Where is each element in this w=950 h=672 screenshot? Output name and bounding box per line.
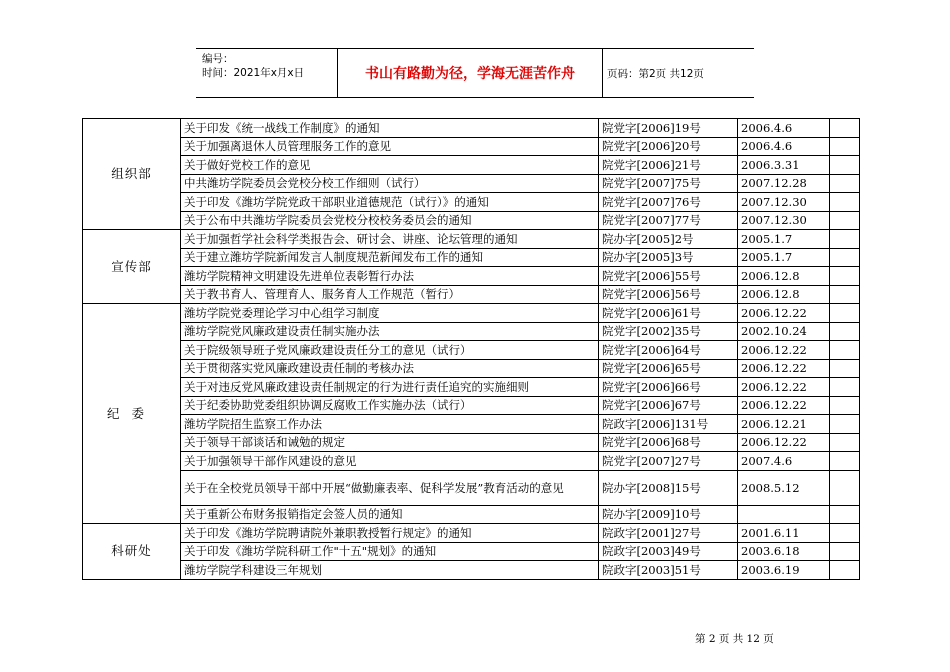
document-title-cell: 潍坊学院学科建设三年规划 [181,561,599,580]
table-row [83,137,860,156]
document-title-cell: 关于印发《潍坊学院党政干部职业道德规范（试行）》的通知 [181,193,599,212]
table-row [83,378,860,397]
remarks-cell [830,156,860,175]
document-number-cell: 院党字[2006]64号 [599,341,738,360]
table-row [83,248,860,267]
header-number: 编号： [202,53,234,65]
document-title-cell: 潍坊学院招生监察工作办法 [181,415,599,434]
department-cell: 组织部 [83,119,181,230]
document-number-cell: 院政字[2003]49号 [599,542,738,561]
issue-date-cell [738,505,830,524]
issue-date-cell: 2006.12.22 [738,341,830,360]
issue-date-cell: 2005.1.7 [738,248,830,267]
document-title-cell: 潍坊学院精神文明建设先进单位表彰暂行办法 [181,267,599,286]
document-register-table [82,118,860,580]
remarks-cell [830,230,860,249]
remarks-cell [830,285,860,304]
document-number-cell: 院党字[2007]76号 [599,193,738,212]
header-motto: 书山有路勤为径，学海无涯苦作舟 [338,49,603,97]
header-page-code: 页码：第2页 共12页 [607,67,704,80]
table-row [83,396,860,415]
table-row [83,433,860,452]
issue-date-cell: 2006.12.22 [738,396,830,415]
page-header [196,48,754,98]
document-number-cell: 院党字[2006]66号 [599,378,738,397]
document-number-cell: 院党字[2007]75号 [599,174,738,193]
document-title-cell: 关于领导干部谈话和诫勉的规定 [181,433,599,452]
document-number-cell: 院党字[2006]55号 [599,267,738,286]
document-title-cell: 关于印发《统一战线工作制度》的通知 [181,119,599,138]
remarks-cell [830,193,860,212]
document-number-cell: 院党字[2006]67号 [599,396,738,415]
document-number-cell: 院办字[2009]10号 [599,505,738,524]
table-row [83,285,860,304]
department-cell: 科研处 [83,524,181,580]
issue-date-cell: 2007.12.30 [738,211,830,230]
remarks-cell [830,341,860,360]
table-row [83,156,860,175]
issue-date-cell: 2006.12.21 [738,415,830,434]
table-row [83,193,860,212]
document-number-cell: 院党字[2006]19号 [599,119,738,138]
issue-date-cell: 2008.5.12 [738,470,830,505]
issue-date-cell: 2005.1.7 [738,230,830,249]
issue-date-cell: 2006.4.6 [738,119,830,138]
table-row [83,304,860,323]
remarks-cell [830,470,860,505]
issue-date-cell: 2003.6.19 [738,561,830,580]
issue-date-cell: 2007.4.6 [738,452,830,471]
document-number-cell: 院党字[2006]21号 [599,156,738,175]
document-number-cell: 院党字[2002]35号 [599,322,738,341]
document-title-cell: 关于印发《潍坊学院科研工作"十五"规划》的通知 [181,542,599,561]
document-title-cell: 关于加强离退休人员管理服务工作的意见 [181,137,599,156]
document-title-cell: 关于在全校党员领导干部中开展“做勤廉表率、促科学发展”教育活动的意见 [181,470,599,505]
issue-date-cell: 2003.6.18 [738,542,830,561]
document-title-cell: 关于公布中共潍坊学院委员会党校分校校务委员会的通知 [181,211,599,230]
remarks-cell [830,304,860,323]
document-title-cell: 关于加强领导干部作风建设的意见 [181,452,599,471]
document-number-cell: 院党字[2007]77号 [599,211,738,230]
document-number-cell: 院办字[2005]2号 [599,230,738,249]
table-row [83,267,860,286]
document-title-cell: 潍坊学院党委理论学习中心组学习制度 [181,304,599,323]
department-cell: 纪委 [83,304,181,524]
table-row [83,230,860,249]
table-row [83,561,860,580]
document-number-cell: 院党字[2006]61号 [599,304,738,323]
remarks-cell [830,433,860,452]
table-row [83,322,860,341]
document-number-cell: 院政字[2003]51号 [599,561,738,580]
document-title-cell: 关于对违反党风廉政建设责任制规定的行为进行责任追究的实施细则 [181,378,599,397]
document-title-cell: 关于重新公布财务报销指定会签人员的通知 [181,505,599,524]
issue-date-cell: 2006.12.22 [738,433,830,452]
remarks-cell [830,396,860,415]
issue-date-cell: 2002.10.24 [738,322,830,341]
remarks-cell [830,137,860,156]
department-cell: 宣传部 [83,230,181,304]
remarks-cell [830,211,860,230]
table-row [83,505,860,524]
issue-date-cell: 2006.12.8 [738,285,830,304]
table-row [83,452,860,471]
document-number-cell: 院党字[2006]56号 [599,285,738,304]
document-title-cell: 关于加强哲学社会科学类报告会、研讨会、讲座、论坛管理的通知 [181,230,599,249]
issue-date-cell: 2006.12.22 [738,304,830,323]
document-number-cell: 院党字[2006]68号 [599,433,738,452]
remarks-cell [830,524,860,543]
document-number-cell: 院办字[2008]15号 [599,470,738,505]
remarks-cell [830,505,860,524]
issue-date-cell: 2006.3.31 [738,156,830,175]
remarks-cell [830,248,860,267]
document-number-cell: 院党字[2006]20号 [599,137,738,156]
table-row [83,359,860,378]
document-title-cell: 关于纪委协助党委组织协调反腐败工作实施办法（试行） [181,396,599,415]
table-row [83,341,860,360]
header-time: 时间：2021年x月x日 [202,67,305,79]
table-row [83,415,860,434]
table-row [83,119,860,138]
remarks-cell [830,415,860,434]
remarks-cell [830,561,860,580]
document-number-cell: 院办字[2005]3号 [599,248,738,267]
remarks-cell [830,359,860,378]
document-title-cell: 潍坊学院党风廉政建设责任制实施办法 [181,322,599,341]
document-number-cell: 院党字[2006]65号 [599,359,738,378]
document-title-cell: 关于教书育人、管理育人、服务育人工作规范（暂行） [181,285,599,304]
document-title-cell: 关于做好党校工作的意见 [181,156,599,175]
issue-date-cell: 2007.12.28 [738,174,830,193]
remarks-cell [830,267,860,286]
table-row [83,174,860,193]
remarks-cell [830,322,860,341]
remarks-cell [830,119,860,138]
document-number-cell: 院政字[2006]131号 [599,415,738,434]
issue-date-cell: 2001.6.11 [738,524,830,543]
document-number-cell: 院政字[2001]27号 [599,524,738,543]
table-row [83,524,860,543]
remarks-cell [830,542,860,561]
issue-date-cell: 2006.12.22 [738,378,830,397]
document-title-cell: 关于建立潍坊学院新闻发言人制度规范新闻发布工作的通知 [181,248,599,267]
document-title-cell: 中共潍坊学院委员会党校分校工作细则（试行） [181,174,599,193]
remarks-cell [830,452,860,471]
table-row [83,470,860,505]
document-title-cell: 关于印发《潍坊学院聘请院外兼职教授暂行规定》的通知 [181,524,599,543]
page-footer: 第 2 页 共 12 页 [695,633,774,645]
issue-date-cell: 2006.4.6 [738,137,830,156]
remarks-cell [830,378,860,397]
table-row [83,542,860,561]
document-title-cell: 关于贯彻落实党风廉政建设责任制的考核办法 [181,359,599,378]
document-number-cell: 院党字[2007]27号 [599,452,738,471]
issue-date-cell: 2007.12.30 [738,193,830,212]
issue-date-cell: 2006.12.22 [738,359,830,378]
issue-date-cell: 2006.12.8 [738,267,830,286]
document-title-cell: 关于院级领导班子党风廉政建设责任分工的意见（试行） [181,341,599,360]
header-meta [196,49,338,97]
remarks-cell [830,174,860,193]
table-row [83,211,860,230]
